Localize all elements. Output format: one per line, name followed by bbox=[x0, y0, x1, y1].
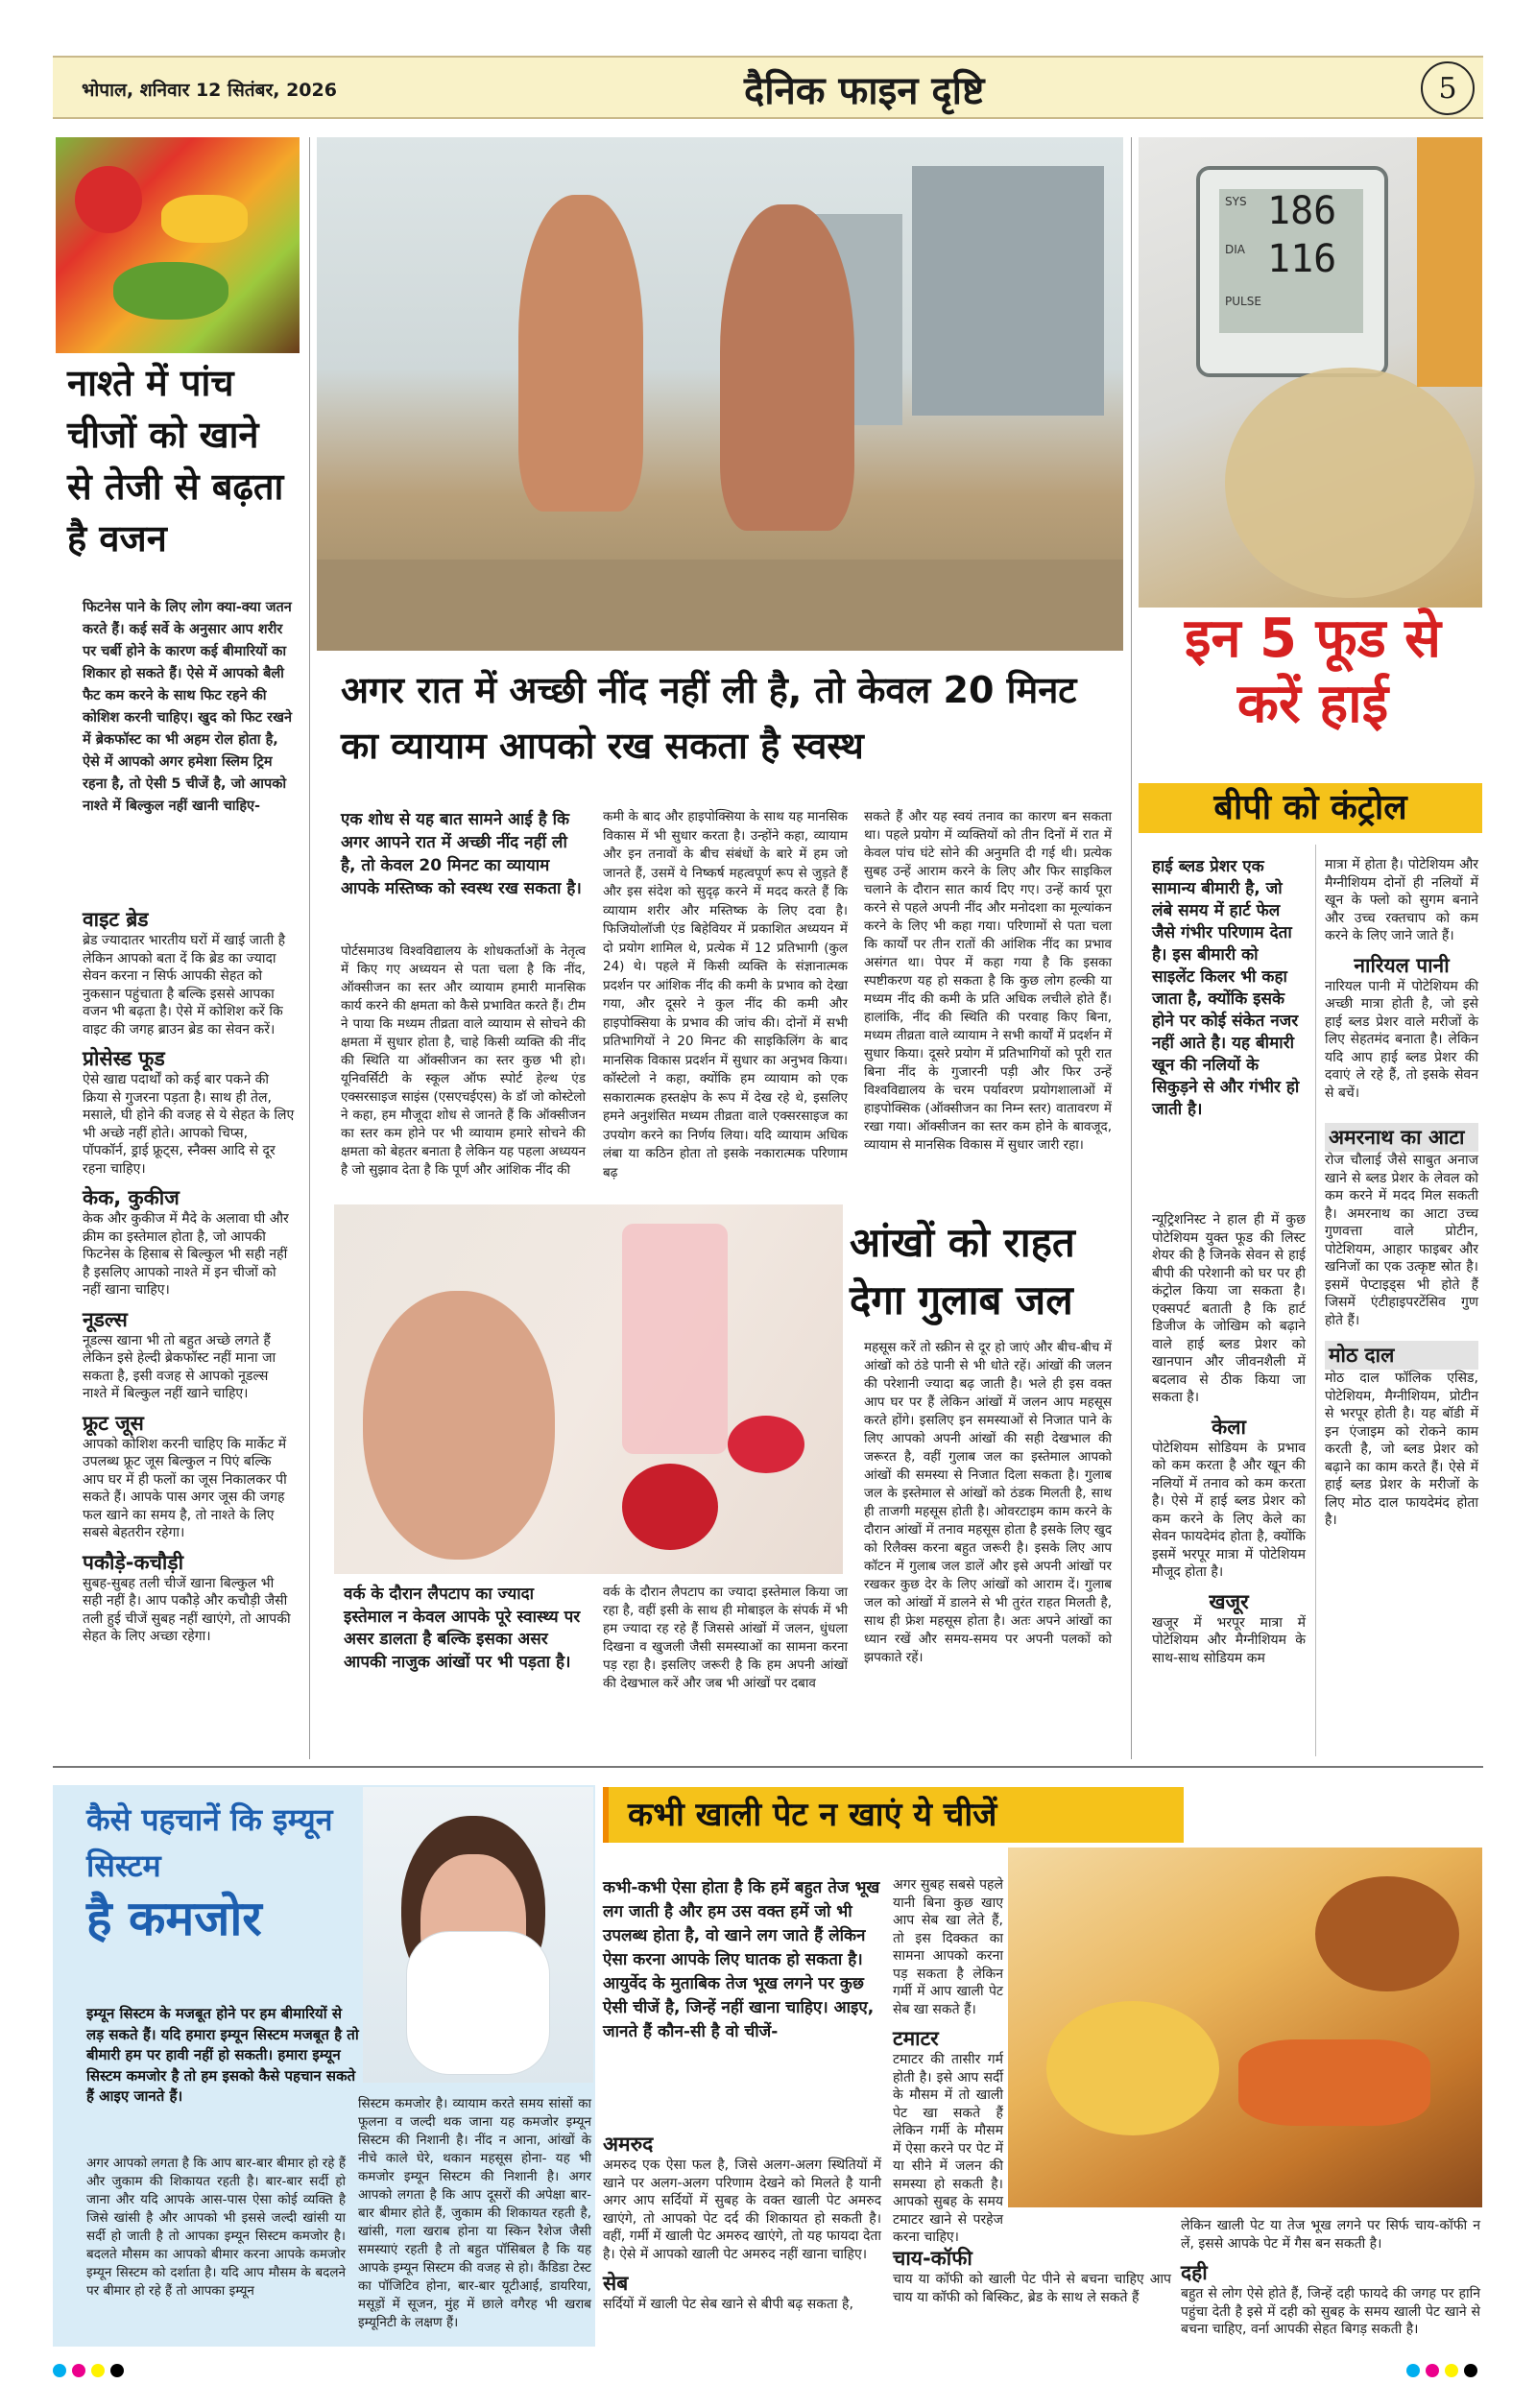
left-headline: नाश्ते में पांच चीजों को खाने से तेजी से बढ़ता है वजन bbox=[67, 362, 284, 560]
empty-col2b bbox=[893, 2247, 1171, 2306]
amaranth-title: अमरनाथ का आटा bbox=[1325, 1123, 1478, 1152]
immune-col1: अगर आपको लगता है कि आप बार-बार बीमार हो रहे हैं और जुकाम की शिकायत रहती है। बार-बार सर्दी हो जाना और यदि आपके आस-पास ऐसा कोई व्यक्ति है जिसे खांसी है और आपको भी इससे जल्दी खांसी या सर्दी हो जाती है तो आपका इम्यून सिस्टम कमजोर है। बदलते मौसम का आपको बीमार करना आपके कमजोर इम्यून सिस्टम को दर्शाता है। यदि आप मौसम के बदलने पर बीमार हो रहे हैं तो आपका इम्यून bbox=[86, 2156, 346, 2299]
amrud-title: अमरुद bbox=[603, 2133, 654, 2156]
print-registration-marks bbox=[53, 2363, 1483, 2380]
item-text-juice: आपको कोशिश करनी चाहिए कि मार्केट में उपलब्ध फ्रूट जूस बिल्कुल न पिएं बल्कि आप घर में ही फलों का जूस निकालकर पी सकते हैं। आपके पास अगर जूस की जगह फल खाने का समय है, तो नाश्ते के लिए सबसे बेहतरीन रहेगा। bbox=[83, 1436, 287, 1540]
seb-text: सर्दियों में खाली पेट सेब खाने से बीपी बढ़ सकता है, bbox=[603, 2297, 853, 2312]
empty-col3 bbox=[1181, 2217, 1480, 2339]
junk-food-photo bbox=[1008, 1848, 1482, 2207]
chai-title: चाय-कॉफी bbox=[893, 2247, 972, 2270]
item-title-white-bread: वाइट ब्रेड bbox=[83, 908, 149, 931]
section-divider bbox=[53, 1766, 1483, 1768]
bp-monitor-photo bbox=[1139, 137, 1482, 608]
sneezing-woman-photo bbox=[363, 1787, 593, 2083]
item-text-pakode: सुबह-सुबह तली चीजें खाना बिल्कुल भी सही नहीं है। आप पकौड़े और कचौड़ी जैसी तली हुई चीजें सुबह नहीं खाएंगे, तो आपकी सेहत के लिए अच्छा रहेगा। bbox=[83, 1575, 291, 1644]
bp-col-divider bbox=[1315, 845, 1316, 1756]
kela-text: पोटेशियम सोडियम के प्रभाव को कम करता है और खून की नलियों में तनाव को कम करता है। ऐसे में हाई ब्लड प्रेशर को कम करने के लिए केले का सेवन फायदेमंद होता है, क्योंकि इसमें भरपूर मात्रा में पोटेशियम मौजूद होता है। bbox=[1152, 1440, 1306, 1580]
left-items bbox=[83, 899, 296, 1646]
khajur-title: खजूर bbox=[1209, 1589, 1249, 1613]
exercise-col3: सकते हैं और यह स्वयं तनाव का कारण बन सकता था। पहले प्रयोग में व्यक्तियों को तीन दिनों में रात में केवल पांच घंटे सोने की अनुमति दी गई थी। प्रत्येक सुबह उन्हें आराम करने के लिए और फिर साइकिल चलाने के दौरान सात कार्य दिए गए। उन्हें कार्य पूरा करने से पहले अपनी नींद और मनोदशा का मूल्यांकन करने के लिए भी कहा गया। परिणामों से पता चला कि कार्यों पर तीन रातों की आंशिक नींद का प्रभाव असंगत था। पेपर में कहा गया है कि इसका स्पष्टीकरण यह हो सकता है कि कुछ लोग हल्की या मध्यम नींद की कमी के प्रति अधिक लचीले होते हैं। हालांकि, नींद की स्थिति की परवाह किए बिना, मध्यम तीव्रता वाले व्यायाम ने सभी कार्यों में प्रदर्शन में सुधार किया। दूसरे प्रयोग में प्रतिभागियों को पूरी रात बिना नींद के गुजारनी पड़ी और फिर उन्हें विश्वविद्यालय के चरम पर्यावरण प्रयोगशालाओं में हाइपोक्सिक (ऑक्सीजन का निम्न स्तर) वातावरण में रखा गया। ऑक्सीजन का स्तर कम होने के बावजूद, व्यायाम से मानसिक विकास में सुधार जारी रहा। bbox=[864, 809, 1112, 1153]
page-number: 5 bbox=[1421, 61, 1475, 115]
empty-col3-top: लेकिन खाली पेट या तेज भूख लगने पर सिर्फ चाय-कॉफी न लें, इससे आपके पेट में गैस बन सकती है। bbox=[1181, 2218, 1480, 2252]
rose-caption: वर्क के दौरान लैपटाप का ज्यादा इस्तेमाल न केवल आपके पूरे स्वास्थ्य पर असर डालता है बल्कि इसका असर आपकी नाजुक आंखों पर भी पड़ता है। bbox=[344, 1585, 581, 1672]
item-text-white-bread: ब्रेड ज्यादातर भारतीय घरों में खाई जाती है लेकिन आपको बता दें कि ब्रेड का ज्यादा सेवन करना न सिर्फ आपकी सेहत को नुकसान पहुंचाता है बल्कि इससे आपका वजन भी बढ़ता है। ऐसे में कोशिश करें कि वाइट की जगह ब्राउन ब्रेड का सेवन करें। bbox=[83, 933, 286, 1037]
dahi-title: दही bbox=[1181, 2261, 1208, 2284]
exercise-lead: एक शोध से यह बात सामने आई है कि अगर आपने रात में अच्छी नींद नहीं ली है, तो केवल 20 मिनट का व्यायाम आपके मस्तिष्क को स्वस्थ रख सकता है। bbox=[341, 810, 582, 898]
item-text-cake: केक और कुकीज में मैदे के अलावा घी और क्रीम का इस्तेमाल होता है, जो आपकी फिटनेस के हिसाब से बिल्कुल भी सही नहीं है इसलिए आपको नाश्ते में इन चीजों को नहीं खाना चाहिए। bbox=[83, 1211, 289, 1298]
immune-headline-2: है कमजोर bbox=[86, 1891, 262, 1946]
item-title-processed-food: प्रोसेस्ड फूड bbox=[83, 1047, 165, 1070]
item-title-noodles: नूडल्स bbox=[83, 1307, 128, 1331]
vegetables-photo bbox=[56, 137, 300, 353]
bp-intro: न्यूट्रिशनिस्ट ने हाल ही में कुछ पोटेशियम युक्त फूड की लिस्ट शेयर की है जिनके सेवन से हाई बीपी की परेशानी को घर पर ही कंट्रोल किया जा सकता है। एक्सपर्ट बताती है कि हार्ट डिजीज के जोखिम को बढ़ाने वाले हाई ब्लड प्रेशर को खानपान और जीवनशैली में बदलाव से ठीक किया जा सकता है। bbox=[1152, 1212, 1306, 1405]
right-divider bbox=[1131, 137, 1132, 1759]
moth-text: मोठ दाल फॉलिक एसिड, पोटेशियम, मैग्नीशियम, प्रोटीन से भरपूर होती है। यह बॉडी में इन एंजाइम को रोकने काम करती है, जो ब्लड प्रेशर को बढ़ाने का काम करते हैं। ऐसे में हाई ब्लड प्रेशर के मरीजों के लिए मोठ दाल फायदेमंद होता है। bbox=[1325, 1371, 1478, 1528]
moth-title: मोठ दाल bbox=[1325, 1341, 1478, 1370]
dahi-text: बहुत से लोग ऐसे होते हैं, जिन्हें दही फायदे की जगह पर हानि पहुंचा देती है इसे में दही को सुबह के समय खाली पेट खाने से बचना चाहिए, वर्ना आपकी सेहत बिगड़ सकती है। bbox=[1181, 2286, 1480, 2337]
chai-text: चाय या कॉफी को खाली पेट पीने से बचना चाहिए आप चाय या कॉफी को बिस्किट, ब्रेड के साथ ले सकते हैं bbox=[893, 2272, 1171, 2305]
monitor-value-2: 116 bbox=[1267, 237, 1337, 281]
nariyal-title: नारियल पानी bbox=[1354, 953, 1450, 977]
nariyal-text: नारियल पानी में पोटेशियम की अच्छी मात्रा होती है, जो इसे हाई ब्लड प्रेशर वाले मरीजों के लिए सेहतमंद बनाता है। लेकिन यदि आप हाई ब्लड प्रेशर की दवाएं ले रहे हैं, तो इसके सेवन से बचें। bbox=[1325, 978, 1478, 1101]
empty-col1 bbox=[603, 2124, 881, 2314]
khajur-text: खजूर में भरपूर मात्रा में पोटेशियम और मैग्नीशियम के साथ-साथ सोडियम कम bbox=[1152, 1614, 1306, 1666]
empty-col2 bbox=[893, 1876, 1003, 2247]
bp-col2 bbox=[1325, 856, 1478, 1530]
empty-col2-top: अगर सुबह सबसे पहले यानी बिना कुछ खाए आप सेब खा लेते हैं, तो इस दिक्कत का सामना आपको करना पड़ सकता है लेकिन गर्मी में आप खाली पेट सेब खा सकते हैं। bbox=[893, 1877, 1003, 2017]
item-text-processed-food: ऐसे खाद्य पदार्थों को कई बार पकने की क्रिया से गुजरना पड़ता है। साथ ही तेल, मसाले, घी होने की वजह से ये सेहत के लिए भी अच्छे नहीं होते। आपको चिप्स, पॉपकॉर्न, ड्राई फ्रूट्स, स्नैक्स आदि से दूर रहना चाहिए। bbox=[83, 1072, 295, 1177]
left-intro: फिटनेस पाने के लिए लोग क्या-क्या जतन करते हैं। कई सर्वे के अनुसार आप शरीर पर चर्बी होने के कारण कई बीमारियों का शिकार हो सकते हैं। ऐसे में आपको बैली फैट कम करने के साथ फिट रहने की कोशिश करनी चाहिए। खुद को फिट रखने में ब्रेकफॉस्ट का भी अहम रोल होता है, ऐसे में आपको अगर हमेशा स्लिम ट्रिम रहना है, तो ऐसी 5 चीजें है, जो आपको नाश्ते में बिल्कुल नहीं खानी चाहिए- bbox=[83, 600, 292, 814]
item-title-cake: केक, कुकीज bbox=[83, 1186, 180, 1209]
bp-body bbox=[1152, 1211, 1306, 1667]
bp-subhead: बीपी को कंट्रोल bbox=[1213, 788, 1407, 827]
monitor-dia-label: DIA bbox=[1225, 243, 1245, 256]
exercise-headline: अगर रात में अच्छी नींद नहीं ली है, तो केवल 20 मिनट का व्यायाम आपको रख सकता है स्वस्थ bbox=[341, 669, 1077, 767]
newspaper-title: दैनिक फाइन दृष्टि bbox=[744, 68, 985, 113]
rose-col2: महसूस करें तो स्क्रीन से दूर हो जाएं और बीच-बीच में आंखों को ठंडे पानी से भी धोते रहें। आंखों की जलन की परेशानी ज्यादा बढ़ जाती है। भले ही इस वक्त आप घर पर हैं लेकिन आंखों में जलन आप महसूस करते होंगे। इसलिए इन समस्याओं से निजात पाने के लिए आपको अपनी आंखों की सही देखभाल की जरूरत है, वहीं गुलाब जल का इस्तेमाल आपको आंखों की समस्या से निजात दिला सकता है। गुलाब जल के इस्तेमाल से आंखों को ठंडक मिलती है, साथ ही ताजगी महसूस होती है। ओवरटाइम काम करने के दौरान आंखों में तनाव महसूस होता है इसके लिए खुद को रिलैक्स करना बहुत जरूरी है। इसके लिए आप कॉटन में गुलाब जल डालें और इसे अपनी आंखों पर रखकर कुछ देर के लिए आंखों को आराम दें। गुलाब जल को आंखों में डालने से भी तुरंत राहत मिलती है, साथ ही फ्रेश महसूस होता है। अतः अपने आंखों का ध्यान रखें और समय-समय पर अपनी पलकों को झपकाते रहें। bbox=[864, 1340, 1112, 1665]
left-divider bbox=[309, 137, 310, 1759]
eye-drops-photo bbox=[334, 1204, 843, 1574]
bp-subhead-ribbon bbox=[1139, 783, 1482, 833]
empty-stomach-headline: कभी खाली पेट न खाएं ये चीजें bbox=[628, 1796, 997, 1834]
tamatar-text: टमाटर की तासीर गर्म होती है। इसे आप सर्दी के मौसम में तो खाली पेट खा सकते हैं लेकिन गर्मी के मौसम में ऐसा करने पर पेट में या सीने में जलन की समस्या हो सकती है। आपको सुबह के समय टमाटर खाने से परहेज करना चाहिए। bbox=[893, 2052, 1003, 2245]
rose-col1: वर्क के दौरान लैपटाप का ज्यादा इस्तेमाल किया जा रहा है, वहीं इसी के साथ ही मोबाइल के संपर्क में भी हम ज्यादा रह रहे हैं जिससे आंखों में जलन, धुंधला दिखना व खुजली जैसी समस्याओं का सामना करना पड़ रहा है। इसलिए जरूरी है कि हम अपनी आंखों की देखभाल करें और जब भी आंखों पर दबाव bbox=[603, 1585, 848, 1691]
monitor-sys-label: SYS bbox=[1225, 195, 1247, 208]
kela-title: केला bbox=[1212, 1415, 1246, 1439]
exercise-col1: पोर्टसमाउथ विश्वविद्यालय के शोधकर्ताओं के नेतृत्व में किए गए अध्ययन से पता चला है कि नींद, ऑक्सीजन का स्तर और व्यायाम हमारी मानसिक कार्य करने की क्षमता को कैसे प्रभावित करते हैं। टीम ने पाया कि मध्यम तीव्रता वाले व्यायाम से सोचने की क्षमता में सुधार होता है, चाहे किसी व्यक्ति की नींद की स्थिति या ऑक्सीजन का स्तर कुछ भी हो। यूनिवर्सिटी के स्कूल ऑफ स्पोर्ट हेल्थ एंड एक्सरसाइज साइंस (एसएचईएस) के डॉ जो कोस्टेलो ने कहा, हम मौजूदा शोध से जानते हैं कि ऑक्सीजन का स्तर कम होने पर भी व्यायाम हमारे सोचने की क्षमता को बेहतर बनाता है लेकिन यह पहला अध्ययन है जो सुझाव देता है कि पूर्ण और आंशिक नींद की bbox=[341, 943, 586, 1178]
monitor-value-1: 186 bbox=[1267, 189, 1337, 233]
amrud-text: अमरुद एक ऐसा फल है, जिसे अलग-अलग स्थितियों में खाने पर अलग-अलग परिणाम देखने को मिलते है यानी अगर आप सर्दियों में सुबह के वक्त खाली पेट अमरुद खाएंगे, तो आपको पेट दर्द की शिकायत हो सकती है। वहीं, गर्मी में खाली पेट अमरुद खाएंगे, तो यह फायदा देता है। ऐसे में आपको खाली पेट अमरुद नहीं खाना चाहिए। bbox=[603, 2158, 881, 2262]
immune-headline-1: कैसे पहचानें कि इम्यून सिस्टम bbox=[86, 1801, 333, 1884]
tamatar-title: टमाटर bbox=[893, 2027, 939, 2050]
exercise-photo bbox=[317, 137, 1123, 651]
seb-title: सेब bbox=[603, 2272, 629, 2295]
page-header bbox=[53, 56, 1483, 119]
immune-lead: इम्यून सिस्टम के मजबूत होने पर हम बीमारियों से लड़ सकते हैं। यदि हमारा इम्यून सिस्टम मजबूत है तो बीमारी हम पर हावी नहीं हो सकती। हमारा इम्यून सिस्टम कमजोर है तो हम इसको कैसे पहचान सकते हैं आइए जानते हैं। bbox=[86, 2005, 359, 2105]
bp-lead: हाई ब्लड प्रेशर एक सामान्य बीमारी है, जो लंबे समय में हार्ट फेल जैसे गंभीर परिणाम देता है। इस बीमारी को साइलेंट किलर भी कहा जाता है, क्योंकि इसके होने पर कोई संकेत नजर नहीं आते है। यह बीमारी खून की नलियों के सिकुड़ने से और गंभीर हो जाती है। bbox=[1152, 857, 1300, 1119]
bp-col2-top: मात्रा में होता है। पोटेशियम और मैग्नीशियम दोनों ही नलियों में खून के फ्लो को सुगम बनाने और उच्च रक्तचाप को कम करने के लिए जाने जाते हैं। bbox=[1325, 857, 1478, 943]
monitor-pulse-label: PULSE bbox=[1225, 295, 1261, 308]
item-title-juice: फ्रूट जूस bbox=[83, 1411, 144, 1435]
header-date: भोपाल, शनिवार 12 सितंबर, 2026 bbox=[82, 80, 337, 101]
item-title-pakode: पकौड़े-कचौड़ी bbox=[83, 1550, 184, 1574]
item-text-noodles: नूडल्स खाना भी तो बहुत अच्छे लगते हैं लेकिन इसे हेल्दी ब्रेकफॉस्ट नहीं माना जा सकता है, इसी वजह से आपको नूडल्स नाश्ते में बिल्कुल नहीं खाने चाहिए। bbox=[83, 1332, 276, 1401]
exercise-col2: कमी के बाद और हाइपोक्सिया के साथ यह मानसिक विकास में भी सुधार करता है। उन्होंने कहा, व्यायाम और इन तनावों के बीच संबंधों के बारे में हम जो जानते हैं, उसमें ये निष्कर्ष महत्वपूर्ण रूप से जुड़ते हैं और इस संदेश को सुदृढ़ करने में मदद करते हैं कि व्यायाम शरीर और मस्तिष्क के लिए दवा है। फिजियोलॉजी एंड बिहेवियर में प्रकाशित अध्ययन में दो प्रयोग शामिल थे, प्रत्येक में 12 प्रतिभागी (कुल 24) थे। पहले में किसी व्यक्ति के संज्ञानात्मक प्रदर्शन पर आंशिक नींद की कमी के प्रभाव को देखा गया, और दूसरे ने कुल नींद की कमी और हाइपोक्सिया के प्रभाव की जांच की। दोनों में सभी प्रतिभागियों ने 20 मिनट की साइकिलिंग के बाद मानसिक विकास प्रदर्शन में सुधार का अनुभव किया। कॉस्टेलो ने कहा, क्योंकि हम व्यायाम को एक सकारात्मक हस्तक्षेप के रूप में देख रहे थे, इसलिए हमने अनुशंसित मध्यम तीव्रता वाले एक्सरसाइज का उपयोग करने का निर्णय लिया। यदि व्यायाम अधिक लंबा या कठिन होता तो इसके नकारात्मक परिणाम बढ़ bbox=[603, 809, 848, 1180]
immune-col2: सिस्टम कमजोर है। व्यायाम करते समय सांसों का फूलना व जल्दी थक जाना यह कमजोर इम्यून सिस्टम की निशानी है। नींद न आना, आंखों के नीचे काले घेरे, थकान महसूस होना- यह भी कमजोर इम्यून सिस्टम की निशानी है। अगर आपको लगता है कि आप दूसरों की अपेक्षा बार-बार बीमार होते हैं, जुकाम की शिकायत रहती है, खांसी, गला खराब होना या स्किन रैशेज जैसी समस्याएं रहती है तो बहुत पॉसिबल है कि यह आपके इम्यून सिस्टम की वजह से हो। कैंडिडा टेस्ट का पॉजिटिव होना, बार-बार यूटीआई, डायरिया, मसूड़ों में सूजन, मुंह में छाले वगैरह भी खराब इम्यूनिटी के लक्षण हैं। bbox=[358, 2096, 591, 2330]
empty-lead: कभी-कभी ऐसा होता है कि हमें बहुत तेज भूख लग जाती है और हम उस वक्त हमें जो भी उपलब्ध होता है, वो खाने लग जाते हैं लेकिन ऐसा करना आपके लिए घातक हो सकता है। आयुर्वेद के मुताबिक तेज भूख लगने पर कुछ ऐसी चीजें है, जिन्हें नहीं खाना चाहिए। आइए, जानते हैं कौन-सी है वो चीजें- bbox=[603, 1878, 880, 2041]
empty-stomach-banner bbox=[603, 1787, 1184, 1843]
amaranth-text: रोज चौलाई जैसे साबुत अनाज खाने से ब्लड प्रेशर के लेवल को कम करने में मदद मिल सकती है। अमरनाथ का आटा उच्च गुणवत्ता वाले प्रोटीन, पोटेशियम, आहार फाइबर और खनिजों का एक उत्कृष्ट स्रोत है। इसमें पेप्टाइड्स भी होते हैं जिसमें एंटीहाइपरटेंसिव गुण होते हैं। bbox=[1325, 1153, 1478, 1328]
bp-headline: इन 5 फूड से करें हाई bbox=[1184, 608, 1442, 735]
rose-headline: आंखों को राहत देगा गुलाब जल bbox=[850, 1219, 1075, 1323]
